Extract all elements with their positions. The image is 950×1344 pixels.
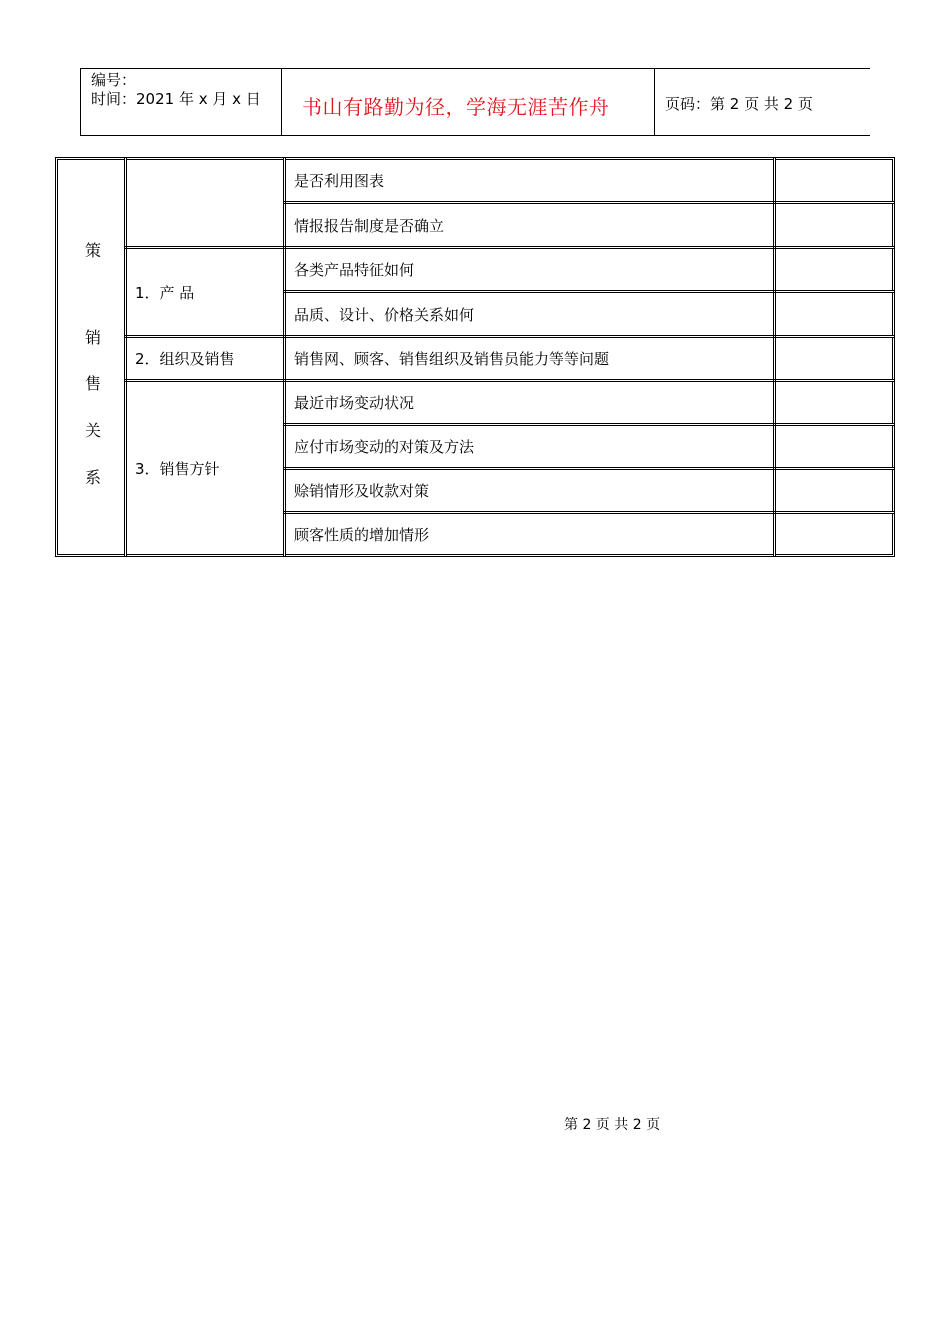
item-text: 应付市场变动的对策及方法 [294, 438, 475, 456]
item-cell [283, 157, 776, 204]
item-text: 最近市场变动状况 [294, 394, 415, 412]
page-number: 页码：第 2 页 共 2 页 [665, 95, 813, 113]
item-cell [283, 201, 776, 249]
category-label: 3．销售方针 [135, 459, 220, 478]
header-meta [81, 69, 282, 135]
answer-cell[interactable] [773, 157, 895, 204]
item-text: 各类产品特征如何 [294, 261, 415, 279]
item-cell [283, 290, 776, 338]
document-number: 编号： [91, 71, 137, 89]
item-text: 情报报告制度是否确立 [294, 216, 445, 235]
answer-cell[interactable] [773, 467, 895, 514]
motto-text: 书山有路勤为径，学海无涯苦作舟 [302, 95, 610, 119]
page-footer: 第 2 页 共 2 页 [564, 1117, 661, 1133]
checklist-table [55, 157, 895, 557]
answer-cell[interactable] [773, 201, 895, 249]
page-header [80, 68, 870, 136]
item-text: 品质、设计、价格关系如何 [294, 305, 475, 324]
item-text: 销售网、顾客、销售组织及销售员能力等等问题 [294, 350, 610, 368]
category-label: 2．组织及销售 [135, 350, 235, 368]
group-top-char: 策 [84, 241, 101, 260]
item-cell [283, 467, 776, 514]
document-date: 时间：2021 年 x 月 x 日 [91, 90, 261, 108]
item-cell [283, 379, 776, 426]
item-cell [283, 511, 776, 557]
answer-cell[interactable] [773, 246, 895, 293]
answer-cell[interactable] [773, 335, 895, 382]
group-char: 销 [84, 328, 101, 347]
item-text: 是否利用图表 [294, 172, 385, 190]
group-char: 关 [84, 421, 101, 440]
answer-cell[interactable] [773, 379, 895, 426]
group-char: 系 [84, 468, 101, 487]
category-label: 1．产 品 [135, 283, 195, 302]
item-cell [283, 335, 776, 382]
category-cell [124, 379, 286, 557]
answer-cell[interactable] [773, 290, 895, 338]
item-text: 赊销情形及收款对策 [294, 482, 430, 500]
answer-cell[interactable] [773, 423, 895, 470]
group-char: 售 [84, 374, 101, 393]
item-cell [283, 423, 776, 470]
category-cell-empty [124, 157, 286, 249]
category-cell [124, 246, 286, 338]
group-cell [55, 157, 127, 557]
category-cell [124, 335, 286, 382]
item-text: 顾客性质的增加情形 [294, 525, 430, 544]
answer-cell[interactable] [773, 511, 895, 557]
item-cell [283, 246, 776, 293]
header-page [655, 69, 871, 135]
header-motto [282, 69, 655, 135]
